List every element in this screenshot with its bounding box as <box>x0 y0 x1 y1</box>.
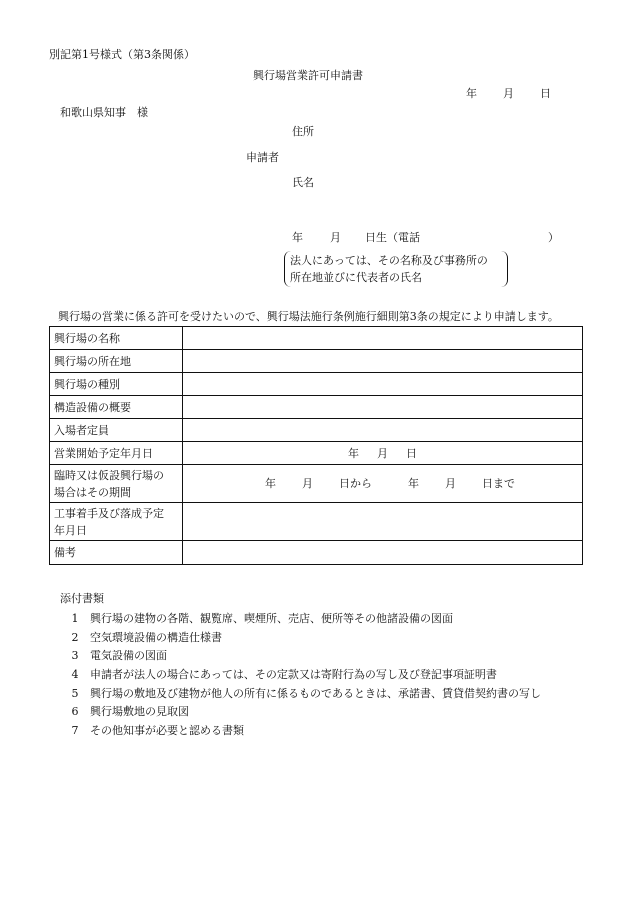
item-text: 空気環境設備の構造仕様書 <box>90 630 222 644</box>
item-number: 7 <box>71 724 79 738</box>
list-item <box>60 705 541 719</box>
addressee: 和歌山県知事 様 <box>60 106 148 119</box>
item-number: 6 <box>71 705 79 719</box>
opening-date-field[interactable] <box>183 442 583 465</box>
application-form-table <box>49 326 583 565</box>
period-from-day: 日から <box>339 477 372 490</box>
facility-name-label: 興行場の名称 <box>50 327 183 350</box>
capacity-field[interactable] <box>183 419 583 442</box>
period-to-year: 年 <box>408 477 419 490</box>
table-row <box>50 327 583 350</box>
remarks-field[interactable] <box>183 541 583 565</box>
attachments-heading: 添付書類 <box>60 592 104 605</box>
table-row <box>50 442 583 465</box>
application-statement: 興行場の営業に係る許可を受けたいので、興行場法施行条例施行細則第3条の規定により申請します。 <box>58 310 559 323</box>
opening-day: 日 <box>406 446 417 460</box>
item-number: 5 <box>71 686 79 700</box>
list-item <box>60 649 541 663</box>
temporary-period-label <box>50 465 183 503</box>
birth-month-label: 月 <box>330 231 341 244</box>
item-number: 3 <box>71 649 79 663</box>
structure-summary-field[interactable] <box>183 396 583 419</box>
temporary-period-label-line-1: 臨時又は仮設興行場の <box>54 468 164 482</box>
table-row <box>50 373 583 396</box>
table-row <box>50 350 583 373</box>
list-item <box>60 724 541 738</box>
period-from-month: 月 <box>302 477 313 490</box>
construction-schedule-label-line-1: 工事着手及び落成予定 <box>54 506 164 520</box>
temporary-period-label-line-2: 場合はその期間 <box>54 485 131 499</box>
opening-date-label: 営業開始予定年月日 <box>50 442 183 465</box>
list-item <box>60 687 541 701</box>
item-number: 2 <box>71 630 79 644</box>
table-row <box>50 541 583 565</box>
table-row <box>50 419 583 442</box>
corporation-note <box>284 251 508 287</box>
item-text: 興行場の敷地及び建物が他人の所有に係るものであるときは、承諾書、賃貸借契約書の写し <box>90 686 541 700</box>
facility-location-field[interactable] <box>183 350 583 373</box>
item-text: 興行場敷地の見取図 <box>90 705 189 719</box>
name-label: 氏名 <box>292 176 314 189</box>
table-row <box>50 503 583 541</box>
item-text: 電気設備の図面 <box>90 649 167 663</box>
item-text: その他知事が必要と認める書類 <box>90 724 244 738</box>
temporary-period-field[interactable] <box>183 465 583 503</box>
period-to-month: 月 <box>445 477 456 490</box>
date-month-label: 月 <box>503 87 514 100</box>
table-row <box>50 396 583 419</box>
item-number: 1 <box>71 612 79 625</box>
opening-year: 年 <box>348 446 359 460</box>
birth-day-tel-label: 日生（電話 <box>365 231 420 244</box>
list-item <box>60 631 541 645</box>
period-to-day: 日まで <box>482 477 515 490</box>
facility-type-label: 興行場の種別 <box>50 373 183 396</box>
corporation-note-line-1: 法人にあっては、その名称及び事務所の <box>290 254 488 267</box>
capacity-label: 入場者定員 <box>50 419 183 442</box>
tel-close-paren: ） <box>548 231 559 244</box>
item-number: 4 <box>71 668 79 682</box>
document-title: 興行場営業許可申請書 <box>253 69 363 82</box>
construction-schedule-label-line-2: 年月日 <box>54 523 87 537</box>
facility-type-field[interactable] <box>183 373 583 396</box>
date-day-label: 日 <box>540 87 551 100</box>
remarks-label: 備考 <box>50 541 183 565</box>
period-from-year: 年 <box>265 477 276 490</box>
facility-location-label: 興行場の所在地 <box>50 350 183 373</box>
construction-schedule-label <box>50 503 183 541</box>
attachments-section <box>60 592 541 743</box>
item-text: 申請者が法人の場合にあっては、その定款又は寄附行為の写し及び登記事項証明書 <box>90 668 497 682</box>
facility-name-field[interactable] <box>183 327 583 350</box>
construction-schedule-field[interactable] <box>183 503 583 541</box>
address-label: 住所 <box>292 125 314 138</box>
table-row <box>50 465 583 503</box>
opening-month: 月 <box>377 446 388 460</box>
birth-year-label: 年 <box>292 231 303 244</box>
form-number: 別記第1号様式（第3条関係） <box>49 48 195 61</box>
structure-summary-label: 構造設備の概要 <box>50 396 183 419</box>
list-item <box>60 668 541 682</box>
item-text: 興行場の建物の各階、観覧席、喫煙所、売店、便所等その他諸設備の図面 <box>90 612 453 625</box>
corporation-note-line-2: 所在地並びに代表者の氏名 <box>290 271 422 284</box>
date-year-label: 年 <box>466 87 477 100</box>
list-item <box>60 612 541 626</box>
applicant-label: 申請者 <box>246 151 279 164</box>
